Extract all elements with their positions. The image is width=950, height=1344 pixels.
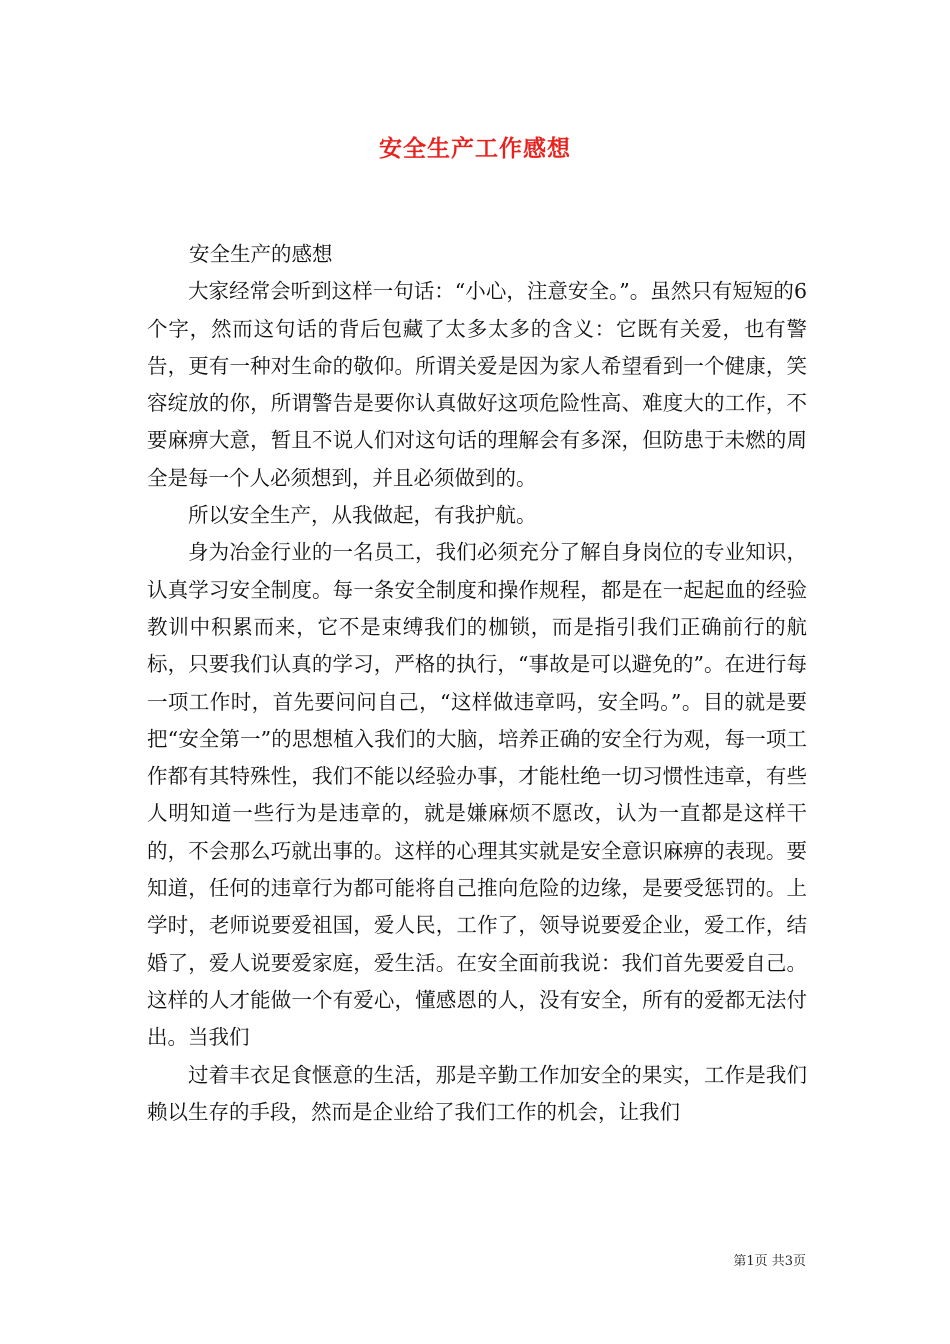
paragraph: 大家经常会听到这样一句话：“小心，注意安全。”。虽然只有短短的6个字，然而这句话的背后包藏了太多太多的含义：它既有关爱，也有警告，更有一种对生命的敬仰。所谓关爱是因为家人希望看到一个健康，笑容绽放的你，所谓警告是要你认真做好这项危险性高、难度大的工作，不要麻痹大意，暂且不说人们对这句话的理解会有多深，但防患于未燃的周全是每一个人必须想到，并且必须做到的。	[147, 279, 807, 490]
document-body	[147, 236, 807, 1131]
page-number: 第1页 共3页	[733, 1254, 806, 1269]
paragraph: 过着丰衣足食惬意的生活，那是辛勤工作加安全的果实，工作是我们赖以生存的手段，然而是企业给了我们工作的机会，让我们	[147, 1062, 807, 1124]
document-title: 安全生产工作感想	[379, 135, 571, 162]
paragraph: 身为冶金行业的一名员工，我们必须充分了解自身岗位的专业知识，认真学习安全制度。每一条安全制度和操作规程，都是在一起起血的经验教训中积累而来，它不是束缚我们的枷锁，而是指引我们正确前行的航标，只要我们认真的学习，严格的执行，“事故是可以避免的”。在进行每一项工作时，首先要问问自己，“这样做违章吗，安全吗。”。目的就是要把“安全第一”的思想植入我们的大脑，培养正确的安全行为观，每一项工作都有其特殊性，我们不能以经验办事，才能杜绝一切习惯性违章，有些人明知道一些行为是违章的，就是嫌麻烦不愿改，认为一直都是这样干的，不会那么巧就出事的。这样的心理其实就是安全意识麻痹的表现。要知道，任何的违章行为都可能将自己推向危险的边缘，是要受惩罚的。上学时，老师说要爱祖国，爱人民，工作了，领导说要爱企业，爱工作，结婚了，爱人说要爱家庭，爱生活。在安全面前我说：我们首先要爱自己。这样的人才能做一个有爱心，懂感恩的人，没有安全，所有的爱都无法付出。当我们	[147, 540, 807, 1050]
paragraph: 所以安全生产，从我做起，有我护航。	[188, 503, 537, 528]
section-heading: 安全生产的感想	[189, 242, 333, 266]
